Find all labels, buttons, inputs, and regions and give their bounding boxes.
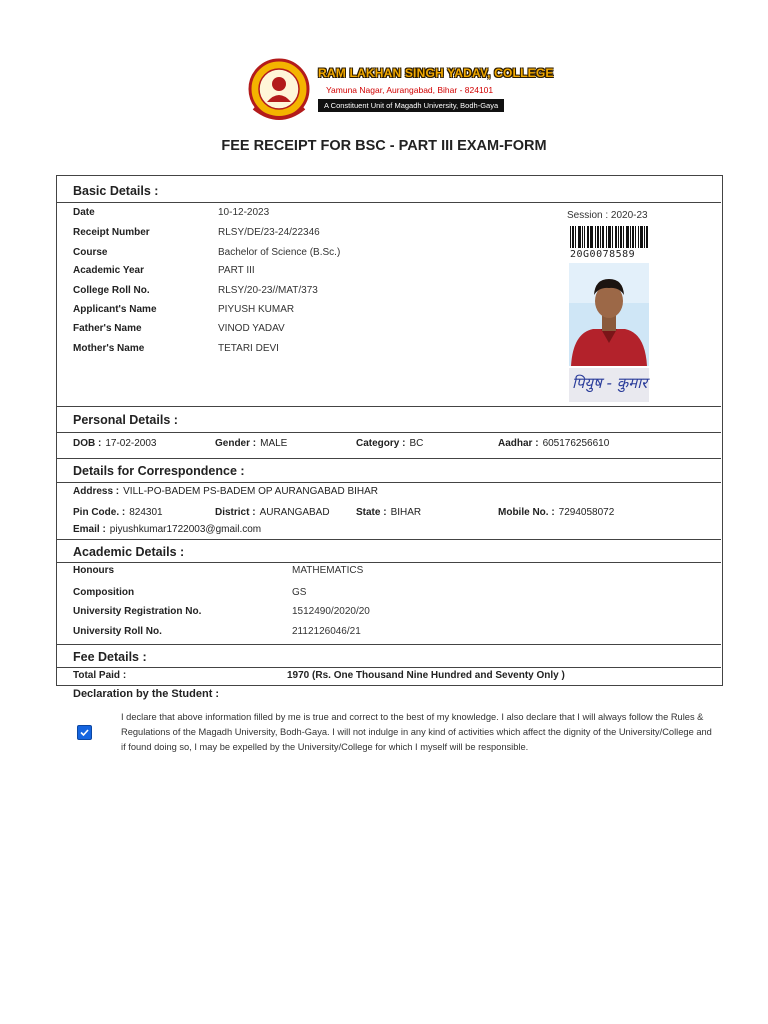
category-value: BC bbox=[409, 438, 424, 449]
basic-label-academic-year: Academic Year bbox=[73, 265, 144, 276]
total-paid-value: 1970 (Rs. One Thousand Nine Hundred and Seventy Only ) bbox=[287, 670, 565, 681]
academic-label-reg: University Registration No. bbox=[73, 606, 202, 617]
barcode-bar bbox=[620, 226, 621, 248]
barcode-bar bbox=[584, 226, 585, 248]
declaration-checkbox[interactable] bbox=[77, 725, 92, 740]
page-title: FEE RECEIPT FOR BSC - PART III EXAM-FORM bbox=[221, 138, 547, 154]
personal-details-heading: Personal Details : bbox=[73, 413, 178, 427]
barcode-bar bbox=[608, 226, 609, 248]
basic-value-receipt: RLSY/DE/23-24/22346 bbox=[218, 227, 320, 238]
address-field: Address : VILL-PO-BADEM PS-BADEM OP AURANGABAD BIHAR bbox=[73, 486, 379, 497]
correspondence-heading: Details for Correspondence : bbox=[73, 464, 245, 478]
barcode-bar bbox=[582, 226, 583, 248]
basic-label-roll: College Roll No. bbox=[73, 285, 150, 296]
constituent-label: A Constituent Unit of Magadh University, Bodh-Gaya bbox=[318, 99, 504, 112]
barcode-icon bbox=[570, 226, 648, 248]
barcode-bar bbox=[606, 226, 607, 248]
barcode-bar bbox=[621, 226, 622, 248]
district-field: District : AURANGABAD bbox=[215, 507, 330, 518]
basic-value-course: Bachelor of Science (B.Sc.) bbox=[218, 247, 341, 258]
divider bbox=[56, 644, 721, 645]
barcode-bar bbox=[647, 226, 648, 248]
declaration-text: I declare that above information filled by me is true and correct to the best of my knowledge. I also declare that I will always follow the Rules & Regulations of the Magadh University, Bodh-Gaya. I will not indulge in any kind of activities which affect the dignity of the University/College and if found doing so, I may be expelled by the University/College for which I myself will be responsible. bbox=[121, 712, 712, 752]
basic-value-father: VINOD YADAV bbox=[218, 323, 285, 334]
divider bbox=[56, 432, 721, 433]
barcode-bar bbox=[612, 226, 613, 248]
session-label: Session : 2020-23 bbox=[567, 210, 648, 221]
academic-value-composition: GS bbox=[292, 587, 307, 598]
signature-text: पियुष - कुमार bbox=[572, 374, 648, 392]
divider bbox=[56, 458, 721, 459]
basic-label-course: Course bbox=[73, 247, 108, 258]
barcode-bar bbox=[600, 226, 601, 248]
barcode-bar bbox=[592, 226, 593, 248]
basic-value-date: 10-12-2023 bbox=[218, 207, 270, 218]
category-field: Category : BC bbox=[356, 438, 424, 449]
applicant-photo-image bbox=[569, 263, 649, 366]
basic-label-applicant: Applicant's Name bbox=[73, 304, 157, 315]
barcode-bar bbox=[590, 226, 591, 248]
fee-details-heading: Fee Details : bbox=[73, 650, 147, 664]
basic-value-roll: RLSY/20-23//MAT/373 bbox=[218, 285, 318, 296]
state-value: BIHAR bbox=[390, 507, 422, 518]
barcode-bar bbox=[628, 226, 629, 248]
address-value: VILL-PO-BADEM PS-BADEM OP AURANGABAD BIHAR bbox=[123, 486, 379, 497]
college-name: RAM LAKHAN SINGH YADAV, COLLEGE bbox=[318, 66, 554, 80]
barcode-bar bbox=[616, 226, 617, 248]
academic-label-composition: Composition bbox=[73, 587, 135, 598]
barcode-bar bbox=[570, 226, 571, 248]
barcode-bar bbox=[632, 226, 633, 248]
basic-label-father: Father's Name bbox=[73, 323, 142, 334]
barcode-bar bbox=[587, 226, 588, 248]
district-value: AURANGABAD bbox=[259, 507, 330, 518]
pin-field: Pin Code. : 824301 bbox=[73, 507, 163, 518]
divider bbox=[56, 482, 721, 483]
academic-value-reg: 1512490/2020/20 bbox=[292, 606, 370, 617]
dob-value: 17-02-2003 bbox=[105, 438, 157, 449]
barcode-number: 20G0078589 bbox=[570, 249, 636, 260]
divider bbox=[56, 539, 721, 540]
barcode-bar bbox=[609, 226, 610, 248]
barcode-bar bbox=[626, 226, 627, 248]
gender-value: MALE bbox=[260, 438, 288, 449]
barcode-bar bbox=[640, 226, 641, 248]
barcode-bar bbox=[646, 226, 647, 248]
aadhar-value: 605176256610 bbox=[542, 438, 610, 449]
barcode-bar bbox=[588, 226, 589, 248]
gender-field: Gender : MALE bbox=[215, 438, 288, 449]
total-paid-label: Total Paid : bbox=[73, 670, 127, 681]
barcode-bar bbox=[641, 226, 642, 248]
email-value: piyushkumar1722003@gmail.com bbox=[109, 524, 262, 535]
barcode-bar bbox=[579, 226, 580, 248]
declaration-heading: Declaration by the Student : bbox=[73, 688, 220, 700]
applicant-signature bbox=[569, 368, 649, 402]
dob-field: DOB : 17-02-2003 bbox=[73, 438, 157, 449]
divider bbox=[56, 406, 721, 407]
academic-value-roll: 2112126046/21 bbox=[292, 626, 361, 637]
basic-value-academic-year: PART III bbox=[218, 265, 255, 276]
basic-label-date: Date bbox=[73, 207, 95, 218]
barcode-bar bbox=[618, 226, 619, 248]
barcode-bar bbox=[598, 226, 599, 248]
academic-value-honours: MATHEMATICS bbox=[292, 565, 364, 576]
college-logo-icon bbox=[248, 58, 310, 124]
basic-details-heading: Basic Details : bbox=[73, 184, 159, 198]
college-address: Yamuna Nagar, Aurangabad, Bihar - 824101 bbox=[326, 85, 494, 95]
barcode-bar bbox=[591, 226, 592, 248]
barcode-bar bbox=[615, 226, 616, 248]
aadhar-field: Aadhar : 605176256610 bbox=[498, 438, 610, 449]
academic-label-roll: University Roll No. bbox=[73, 626, 162, 637]
barcode-bar bbox=[610, 226, 611, 248]
barcode-bar bbox=[644, 226, 645, 248]
barcode-bar bbox=[595, 226, 596, 248]
barcode-bar bbox=[597, 226, 598, 248]
divider bbox=[56, 202, 721, 203]
barcode-bar bbox=[638, 226, 639, 248]
barcode-bar bbox=[635, 226, 636, 248]
basic-value-mother: TETARI DEVI bbox=[218, 343, 279, 354]
academic-label-honours: Honours bbox=[73, 565, 115, 576]
academic-details-heading: Academic Details : bbox=[73, 545, 185, 559]
divider bbox=[56, 667, 721, 668]
barcode-bar bbox=[630, 226, 631, 248]
email-field: Email : piyushkumar1722003@gmail.com bbox=[73, 524, 262, 535]
barcode-bar bbox=[580, 226, 581, 248]
mobile-value: 7294058072 bbox=[558, 507, 615, 518]
basic-label-mother: Mother's Name bbox=[73, 343, 145, 354]
pin-value: 824301 bbox=[129, 507, 163, 518]
barcode-bar bbox=[578, 226, 579, 248]
barcode-bar bbox=[603, 226, 604, 248]
barcode-bar bbox=[573, 226, 574, 248]
barcode-bar bbox=[575, 226, 576, 248]
college-header bbox=[248, 58, 554, 128]
basic-value-applicant: PIYUSH KUMAR bbox=[218, 304, 295, 315]
mobile-field: Mobile No. : 7294058072 bbox=[498, 507, 615, 518]
barcode-bar bbox=[602, 226, 603, 248]
barcode-bar bbox=[633, 226, 634, 248]
barcode-bar bbox=[623, 226, 624, 248]
barcode-bar bbox=[572, 226, 573, 248]
barcode-bar bbox=[642, 226, 643, 248]
divider bbox=[56, 562, 721, 563]
applicant-photo bbox=[569, 263, 649, 366]
barcode-bar bbox=[627, 226, 628, 248]
checkmark-icon bbox=[78, 726, 91, 739]
state-field: State : BIHAR bbox=[356, 507, 422, 518]
basic-label-receipt: Receipt Number bbox=[73, 227, 150, 238]
